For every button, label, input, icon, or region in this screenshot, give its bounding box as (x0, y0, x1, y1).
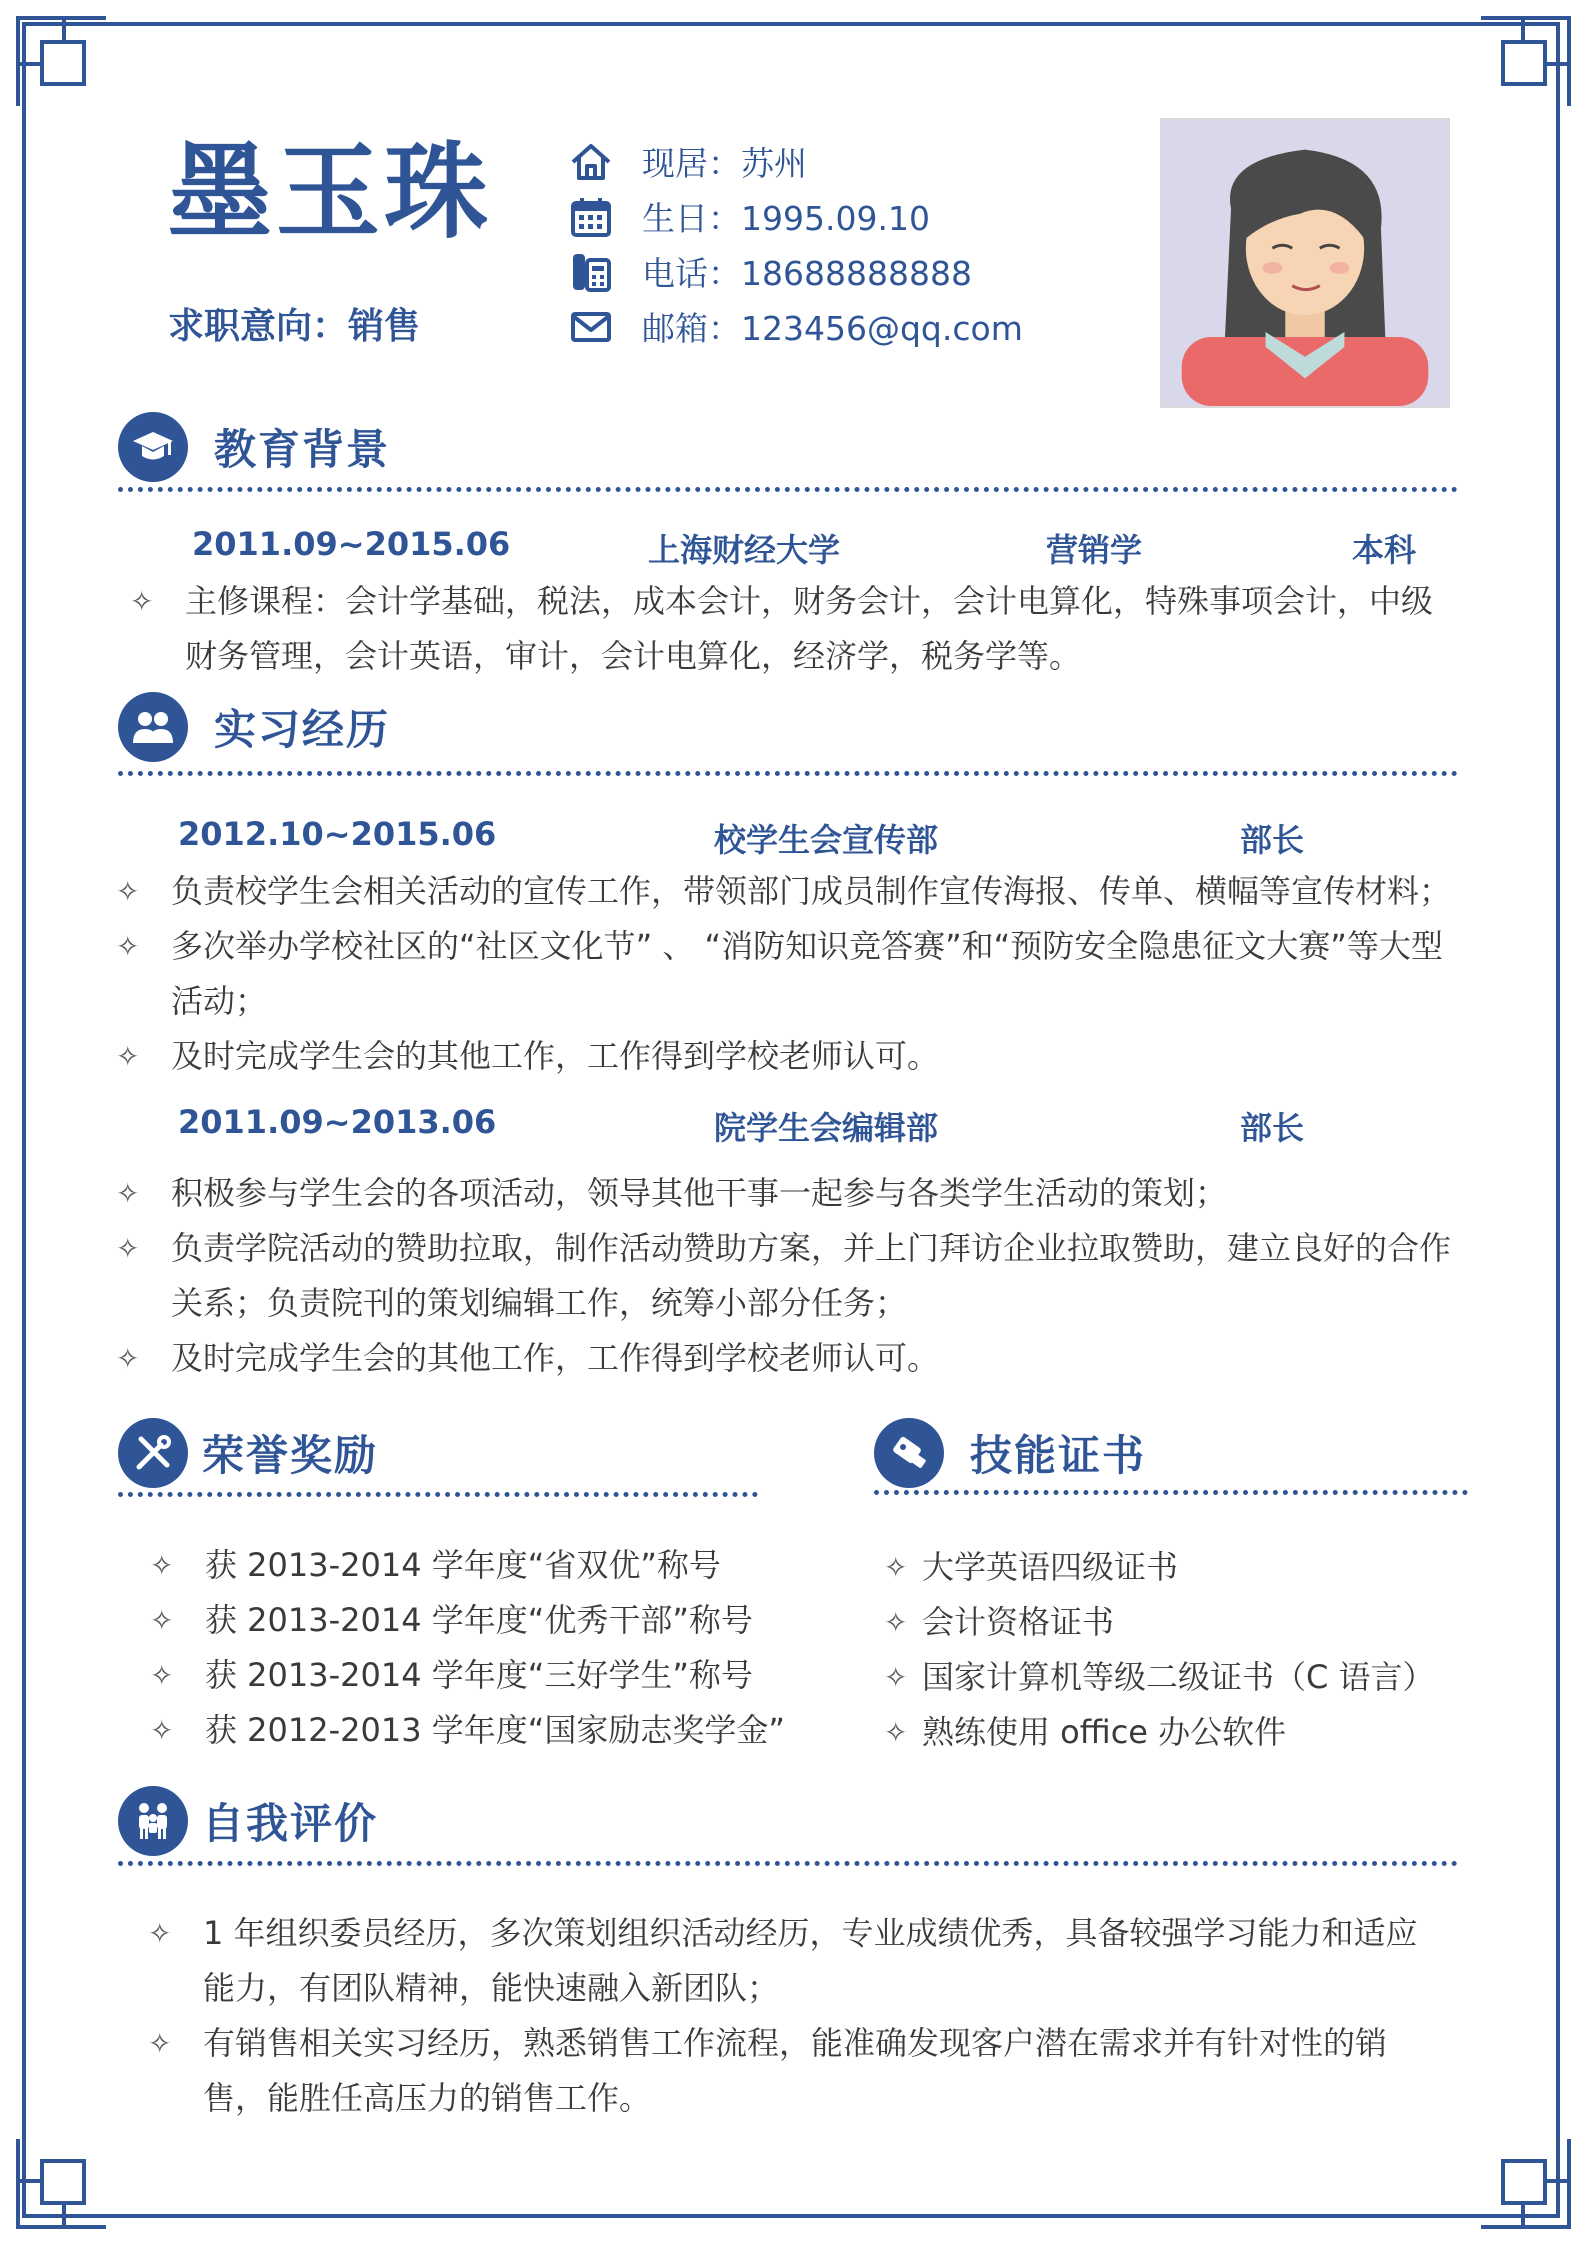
list-item: ✧ 负责校学生会相关活动的宣传工作，带领部门成员制作宣传海报、传单、横幅等宣传材料； (116, 864, 1466, 919)
section-education-header (118, 412, 390, 482)
internship-1-duties (116, 864, 1466, 1084)
internship-2-duties (116, 1166, 1466, 1386)
section-honors-title: 荣誉奖励 (202, 1431, 379, 1480)
honors-list (150, 1538, 790, 1758)
home-icon (568, 139, 614, 185)
people-icon (118, 1786, 188, 1856)
list-item: ✧ 国家计算机等级二级证书（C 语言） (884, 1650, 1484, 1705)
list-item: ✧ 获 2013-2014 学年度“省双优”称号 (150, 1538, 790, 1593)
job-intent: 求职意向：销售 (168, 306, 421, 347)
list-item: ✧ 负责学院活动的赞助拉取，制作活动赞助方案，并上门拜访企业拉取赞助，建立良好的合作关系；负责院刊的策划编辑工作，统筹小部分任务； (116, 1221, 1466, 1331)
education-period: 2011.09~2015.06 (192, 525, 511, 563)
list-item: ✧ 大学英语四级证书 (884, 1540, 1484, 1595)
info-phone: 电话：18688888888 (568, 244, 1023, 299)
list-item: ✧ 获 2012-2013 学年度“国家励志奖学金” (150, 1703, 790, 1758)
team-icon (118, 692, 188, 762)
section-honors-header (118, 1418, 378, 1488)
list-item: ✧ 有销售相关实习经历，熟悉销售工作流程，能准确发现客户潜在需求并有针对性的销售，能胜任高压力的销售工作。 (148, 2016, 1418, 2126)
section-self-eval-title: 自我评价 (202, 1799, 379, 1848)
info-email: 邮箱：123456@qq.com (568, 299, 1023, 354)
list-item: ✧ 主修课程：会计学基础，税法，成本会计，财务会计，会计电算化，特殊事项会计，中级财务管理，会计英语，审计，会计电算化，经济学，税务学等。 (130, 574, 1460, 684)
education-school: 上海财经大学 (648, 531, 841, 569)
calendar-icon (568, 194, 614, 240)
list-item: ✧ 会计资格证书 (884, 1595, 1484, 1650)
phone-icon (568, 249, 614, 295)
list-item: ✧ 1 年组织委员经历，多次策划组织活动经历，专业成绩优秀，具备较强学习能力和适应能力，有团队精神，能快速融入新团队； (148, 1906, 1418, 2016)
corner-ornament-top-right (1477, 14, 1573, 110)
info-birthday: 生日：1995.09.10 (568, 189, 1023, 244)
section-divider (874, 1490, 1468, 1495)
list-item: ✧ 及时完成学生会的其他工作，工作得到学校老师认可。 (116, 1029, 1466, 1084)
section-divider (118, 487, 1458, 492)
section-divider (118, 1861, 1458, 1866)
list-item: ✧ 熟练使用 office 办公软件 (884, 1705, 1484, 1760)
mail-icon (568, 304, 614, 350)
section-internship-header (118, 692, 390, 762)
section-education-title: 教育背景 (214, 425, 391, 474)
self-eval-list (148, 1906, 1418, 2126)
internship-2-role: 部长 (1240, 1109, 1305, 1147)
education-degree: 本科 (1352, 531, 1417, 569)
internship-1-period: 2012.10~2015.06 (178, 815, 497, 853)
contact-info (568, 134, 1023, 354)
internship-2-org: 院学生会编辑部 (714, 1109, 939, 1147)
list-item: ✧ 获 2013-2014 学年度“三好学生”称号 (150, 1648, 790, 1703)
list-item: ✧ 多次举办学校社区的“社区文化节” 、 “消防知识竞答赛”和“预防安全隐患征文大赛”等大型活动； (116, 919, 1466, 1029)
list-item: ✧ 积极参与学生会的各项活动，领导其他干事一起参与各类学生活动的策划； (116, 1166, 1466, 1221)
info-residence: 现居：苏州 (568, 134, 1023, 189)
corner-ornament-bottom-right (1477, 2135, 1573, 2231)
avatar (1160, 118, 1450, 408)
corner-ornament-bottom-left (14, 2135, 110, 2231)
section-divider (118, 771, 1458, 776)
internship-1-org: 校学生会宣传部 (714, 821, 939, 859)
list-item: ✧ 及时完成学生会的其他工作，工作得到学校老师认可。 (116, 1331, 1466, 1386)
graduation-cap-icon (118, 412, 188, 482)
list-item: ✧ 获 2013-2014 学年度“优秀干部”称号 (150, 1593, 790, 1648)
section-skills-title: 技能证书 (970, 1431, 1147, 1480)
tools-icon (118, 1418, 188, 1488)
section-internship-title: 实习经历 (214, 705, 391, 754)
certificate-icon (874, 1418, 944, 1488)
corner-ornament-top-left (14, 14, 110, 110)
internship-2-period: 2011.09~2013.06 (178, 1103, 497, 1141)
candidate-name: 墨玉珠 (168, 131, 493, 253)
internship-1-role: 部长 (1240, 821, 1305, 859)
education-major: 营销学 (1046, 531, 1143, 569)
section-skills-header (874, 1418, 1146, 1488)
section-self-eval-header (118, 1786, 378, 1856)
section-divider (118, 1492, 758, 1497)
education-courses (130, 574, 1460, 684)
skills-list (884, 1540, 1484, 1760)
